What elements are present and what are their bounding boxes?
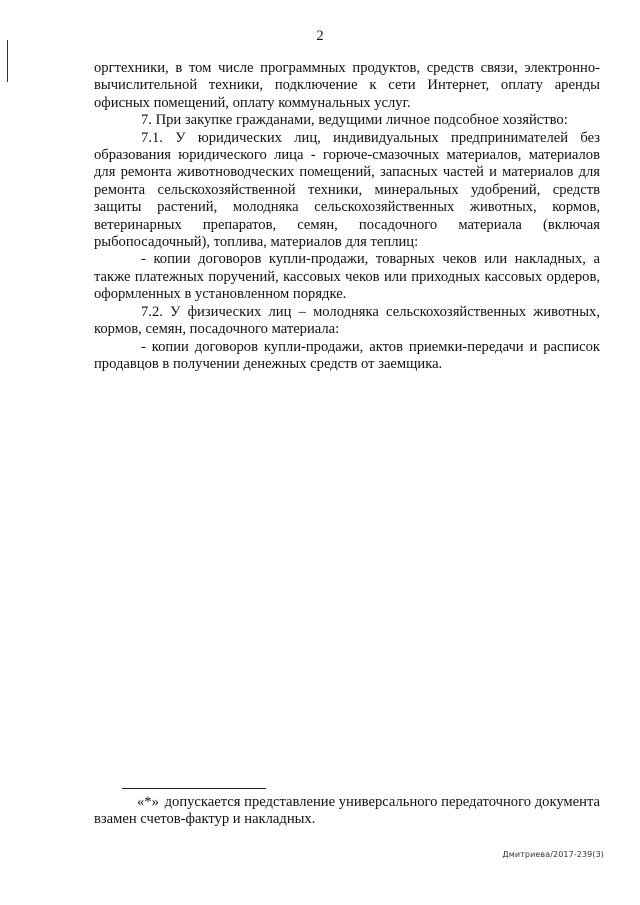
- paragraph-item-7: 7. При закупке гражданами, ведущими личное подсобное хозяйство:: [141, 112, 568, 129]
- footnote-text: допускается представление универсального передаточного документа взамен счетов-фактур и накладных.: [94, 794, 600, 828]
- paragraph-item-7-1-list: - копии договоров купли-продажи, товарных чеков или накладных, а также платежных поручений, кассовых чеков или приходных кассовых ордеров, оформленных в установленном порядке.: [94, 251, 600, 303]
- footnote-marker: «*»: [137, 794, 159, 810]
- paragraph-item-7-2-list: - копии договоров купли-продажи, актов приемки-передачи и расписок продавцов в получении денежных средств от заемщика.: [94, 338, 600, 372]
- document-body: [94, 60, 600, 373]
- footnote-divider: [122, 788, 266, 789]
- scan-edge-mark: [7, 40, 8, 82]
- paragraph-item-7-1: 7.1. У юридических лиц, индивидуальных предпринимателей без образования юридического лица - горюче-смазочных материалов, материалов для ремонта животноводческих помещений, запасных частей и материалов для ремонта сельскохозяйственной техники, минеральных удобрений, средств защиты растений, молодняка сельскохозяйственных животных, кормов, ветеринарных препаратов, семян, посадочного материала (включая рыбопосадочный), топлива, материалов для теплиц:: [94, 129, 600, 251]
- footnote-paragraph: [94, 794, 600, 829]
- document-reference: Дмитриева/2017-239(3): [502, 850, 604, 859]
- paragraph-continuation: оргтехники, в том числе программных продуктов, средств связи, электронно-вычислительной техники, подключение к сети Интернет, оплату аренды офисных помещений, оплату коммунальных услуг.: [94, 60, 600, 111]
- page-number: 2: [316, 28, 324, 44]
- paragraph-item-7-2: 7.2. У физических лиц – молодняка сельскохозяйственных животных, кормов, семян, посадочного материала:: [94, 303, 600, 338]
- footnote: [94, 794, 600, 829]
